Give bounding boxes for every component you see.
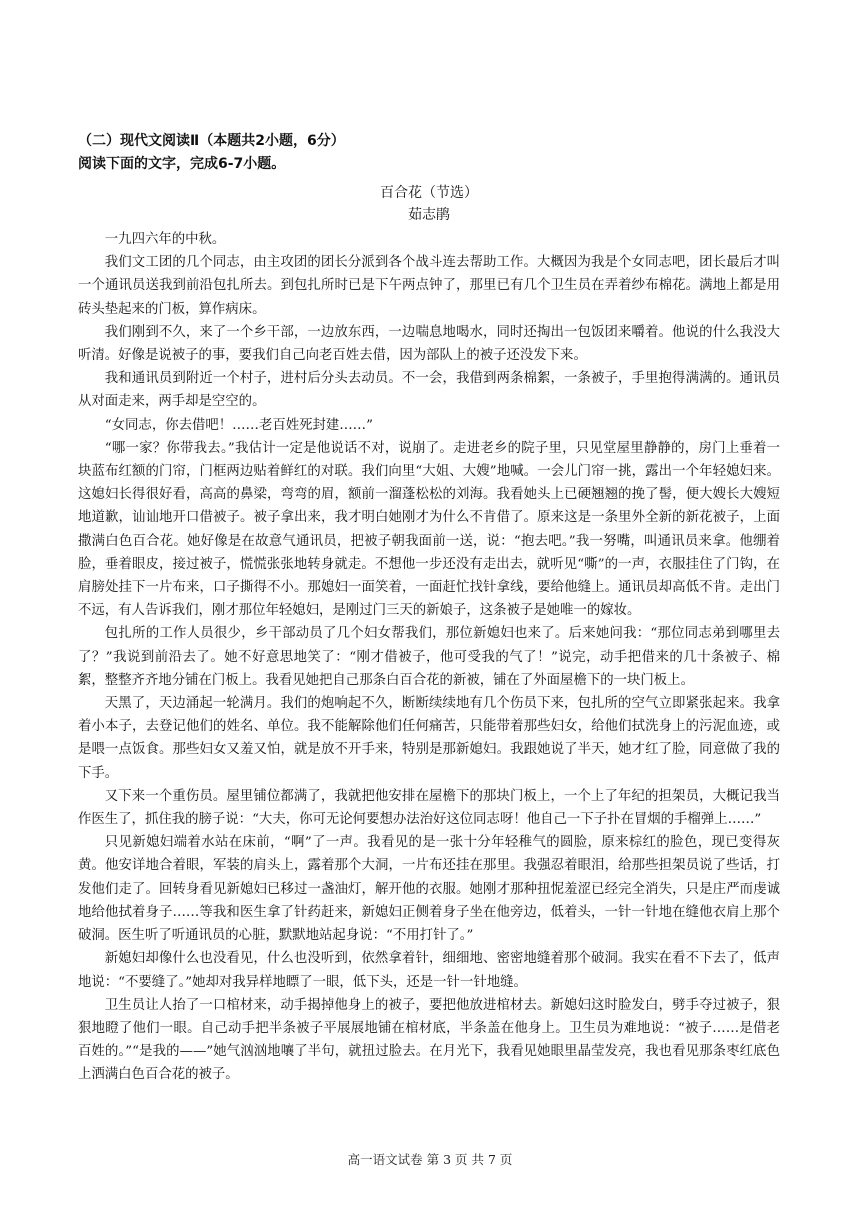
paragraph-2: 我们文工团的几个同志，由主攻团的团长分派到各个战斗连去帮助工作。大概因为我是个女同志吧，团长最后才叫一个通讯员送我到前沿包扎所去。到包扎所时已是下午两点钟了，那里已有几个卫生员在弄着纱布棉花。满地上都是用砖头垫起来的门板，算作病床。 [78,255,780,317]
reading-instruction: 阅读下面的文字，完成6-7小题。 [78,156,286,172]
paragraph-1: 一九四六年的中秋。 [104,232,226,247]
paragraph-4: 我和通讯员到附近一个村子，进村后分头去动员。不一会，我借到两条棉絮，一条被子，手里抱得满满的。通讯员从对面走来，两手却是空空的。 [78,371,780,410]
paragraph-9: 又下来一个重伤员。屋里铺位都满了，我就把他安排在屋檐下的那块门板上，一个上了年纪的担架员，大概记我当作医生了，抓住我的膀子说：“大夫，你可无论何要想办法治好这位同志呀！他自己一下子扑在冒烟的手榴弹上……” [78,788,780,828]
exam-page [78,130,780,1087]
paragraph-11: 新媳妇却像什么也没看见，什么也没听到，依然拿着针，细细地、密密地缝着那个破洞。我实在看不下去了，低声地说：“不要缝了。”她却对我异样地瞟了一眼，低下头，还是一针一针地缝。 [78,951,780,990]
paragraph-3: 我们刚到不久，来了一个乡干部，一边放东西，一边喘息地喝水，同时还掏出一包饭团来嚼着。他说的什么我没大听清。好像是说被子的事，要我们自己向老百姓去借，因为部队上的被子还没发下来。 [78,324,780,364]
page-footer: 高一语文试卷 第 3 页 共 7 页 [347,1152,513,1167]
paragraph-12: 卫生员让人抬了一口棺材来，动手揭掉他身上的被子，要把他放进棺材去。新媳妇这时脸发白，劈手夺过被子，狠狠地瞪了他们一眼。自己动手把半条被子平展展地铺在棺材底，半条盖在他身上。卫生员为难地说：“被子……是借老百姓的。”“是我的——”她气汹汹地嚷了半句，就扭过脸去。在月光下，我看见她眼里晶莹发亮，我也看见那条枣红底色上洒满白色百合花的被子。 [78,997,780,1083]
section-title: （二）现代文阅读Ⅱ（本题共2小题，6分） [78,133,345,149]
paragraph-8: 天黑了，天边涌起一轮满月。我们的炮响起不久，断断续续地有几个伤员下来，包扎所的空气立即紧张起来。我拿着小本子，去登记他们的姓名、单位。我不能解除他们任何痛苦，只能带着那些妇女，给他们拭洗身上的污泥血迹，或是喂一点饭食。那些妇女又羞又怕，就是放不开手来，特别是那新媳妇。我跟她说了半天，她才红了脸，同意做了我的下手。 [78,696,780,781]
article-title: 百合花（节选） [380,185,478,201]
article-body [78,228,780,1087]
paragraph-5: “女同志，你去借吧！……老百姓死封建……” [104,417,373,433]
paragraph-6: “哪一家？你带我去。”我估计一定是他说话不对，说崩了。走进老乡的院子里，只见堂屋里静静的，房门上垂着一块蓝布红额的门帘，门框两边贴着鲜红的对联。我们向里“大姐、大嫂”地喊。一会儿门帘一挑，露出一个年轻媳妇来。这媳妇长得很好看，高高的鼻梁，弯弯的眉，额前一溜蓬松松的刘海。我看她头上已硬翘翘的挽了髻，便大嫂长大嫂短地道歉，讪讪地开口借被子。被子拿出来，我才明白她刚才为什么不肯借了。原来这是一条里外全新的新花被子，上面撒满白色百合花。她好像是在故意气通讯员，把被子朝我面前一送，说：“抱去吧。”我一努嘴，叫通讯员来拿。他绷着脸，垂着眼皮，接过被子，慌慌张张地转身就走。不想他一步还没有走出去，就听见“嘶”的一声，衣服挂住了门钩，在肩膀处挂下一片布来，口子撕得不小。那媳妇一面笑着，一面赶忙找针拿线，要给他缝上。通讯员却高低不肯。走出门不远，有人告诉我们，刚才那位年轻媳妇，是刚过门三天的新娘子，这条被子是她唯一的嫁妆。 [78,440,780,619]
paragraph-7: 包扎所的工作人员很少，乡干部动员了几个妇女帮我们，那位新媳妇也来了。后来她问我：“那位同志弟到哪里去了？”我说到前沿去了。她不好意思地笑了：“刚才借被子，他可受我的气了！”说完，动手把借来的几十条被子、棉絮，整整齐齐地分铺在门板上。我看见她把自己那条白百合花的新被，铺在了外面屋檐下的一块门板上。 [78,626,780,688]
paragraph-10: 只见新媳妇端着水站在床前，“啊”了一声。我看见的是一张十分年轻稚气的圆脸，原来棕红的脸色，现已变得灰黄。他安详地合着眼，军装的肩头上，露着那个大洞，一片布还挂在那里。我强忍着眼泪，给那些担架员说了些话，打发他们走了。回转身看见新媳妇已移过一盏油灯，解开他的衣服。她刚才那种扭怩羞涩已经完全消失，只是庄严而虔诚地给他拭着身子……等我和医生拿了针药赶来，新媳妇正侧着身子坐在他旁边，低着头，一针一针地在缝他衣肩上那个破洞。医生听了听通讯员的心脏，默默地站起身说：“不用打针了。” [78,835,780,944]
article-author: 茹志鹃 [408,207,450,223]
